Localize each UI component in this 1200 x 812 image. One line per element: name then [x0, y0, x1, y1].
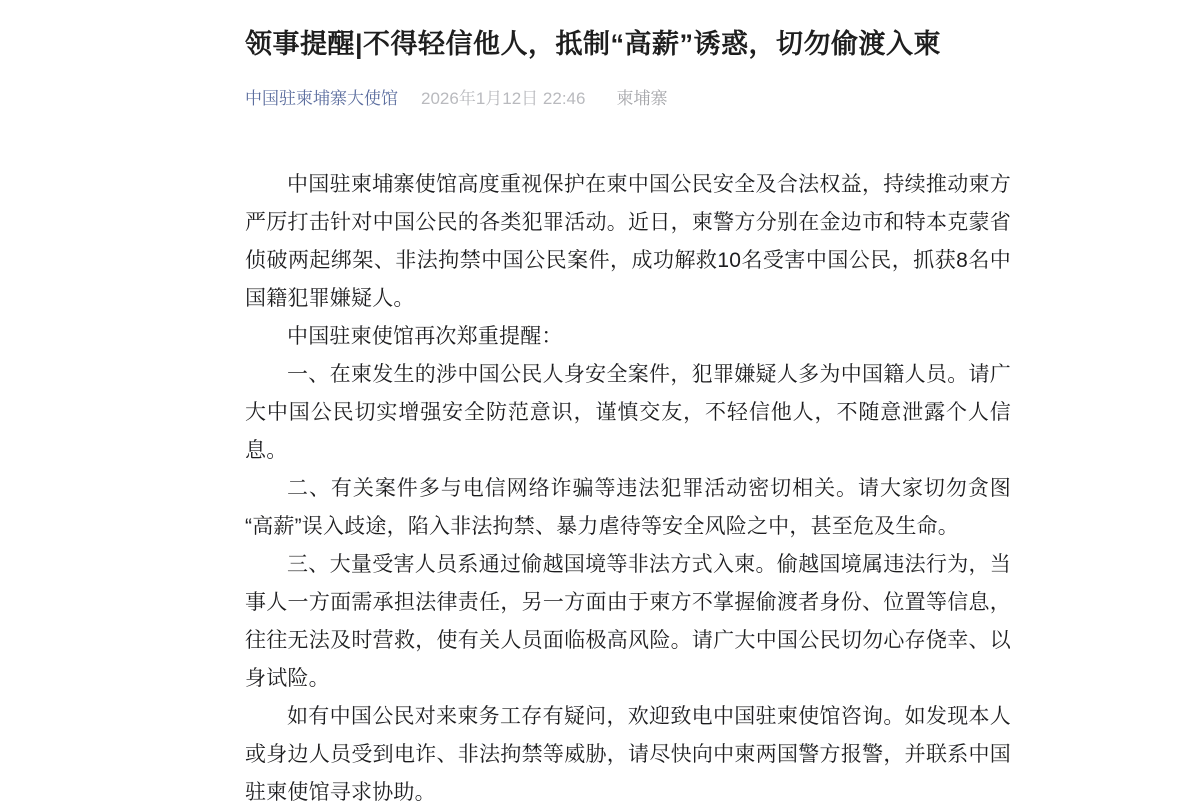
article-container [245, 27, 1011, 812]
article-title: 领事提醒|不得轻信他人，抵制“高薪”诱惑，切勿偷渡入柬 [245, 29, 942, 59]
article-paragraph: 中国驻柬埔寨使馆高度重视保护在柬中国公民安全及合法权益，持续推动柬方严厉打击针对中国公民的各类犯罪活动。近日，柬警方分别在金边市和特本克蒙省侦破两起绑架、非法拘禁中国公民案件，成功解救10名受害中国公民，抓获8名中国籍犯罪嫌疑人。 [245, 173, 1011, 310]
article-paragraph: 二、有关案件多与电信网络诈骗等违法犯罪活动密切相关。请大家切勿贪图“高薪”误入歧途，陷入非法拘禁、暴力虐待等安全风险之中，甚至危及生命。 [245, 477, 1011, 538]
article-paragraph: 如有中国公民对来柬务工存有疑问，欢迎致电中国驻柬使馆咨询。如发现本人或身边人员受到电诈、非法拘禁等威胁，请尽快向中柬两国警方报警，并联系中国驻柬使馆寻求协助。 [245, 705, 1011, 804]
article-body [245, 166, 1011, 812]
article-paragraph: 中国驻柬使馆再次郑重提醒： [287, 325, 563, 348]
publish-datetime: 2026年1月12日 22:46 [421, 89, 586, 108]
region-tag: 柬埔寨 [616, 89, 668, 108]
article-paragraph: 三、大量受害人员系通过偷越国境等非法方式入柬。偷越国境属违法行为，当事人一方面需承担法律责任，另一方面由于柬方不掌握偷渡者身份、位置等信息，往往无法及时营救，使有关人员面临极高风险。请广大中国公民切勿心存侥幸、以身试险。 [245, 553, 1011, 690]
article-paragraph: 一、在柬发生的涉中国公民人身安全案件，犯罪嫌疑人多为中国籍人员。请广大中国公民切实增强安全防范意识，谨慎交友，不轻信他人，不随意泄露个人信息。 [245, 363, 1011, 462]
article-byline [245, 88, 1011, 110]
source-link[interactable]: 中国驻柬埔寨大使馆 [245, 89, 398, 108]
